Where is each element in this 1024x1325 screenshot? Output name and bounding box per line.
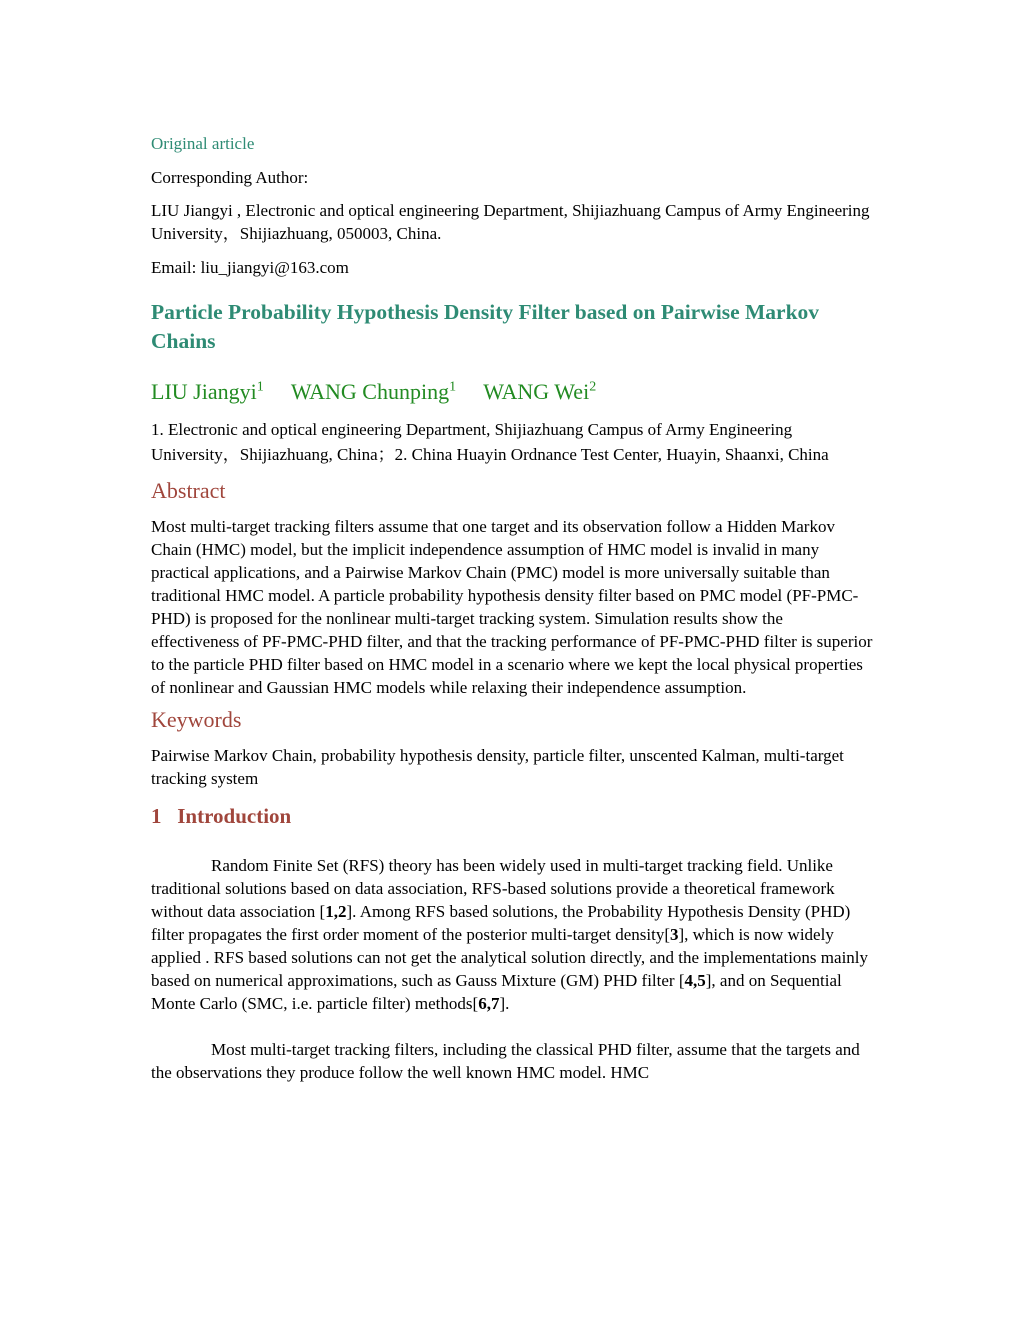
author-2-name: WANG Chunping xyxy=(290,379,450,405)
abstract-text: Most multi-target tracking filters assume that one target and its observation follow a Hidden Markov Chain (HMC) model, but the implicit independence assumption of HMC model is invalid in many practical applications, and a Pairwise Markov Chain (PMC) model is more universally suitable than traditional HMC model. A particle probability hypothesis density filter based on PMC model (PF-PMC-PHD) is proposed for the nonlinear multi-target tracking system. Simulation results show the effectiveness of PF-PMC-PHD filter, and that the tracking performance of PF-PMC-PHD filter is superior to the particle PHD filter based on HMC model in a scenario where we kept the local physical properties of nonlinear and Gaussian HMC models while relaxing their independence assumption. xyxy=(151,517,873,698)
corresponding-author-label: Corresponding Author: xyxy=(151,168,309,187)
corresponding-email: Email: liu_jiangyi@163.com xyxy=(151,258,349,277)
author-1 xyxy=(151,379,264,404)
introduction-paragraph-2: Most multi-target tracking filters, including the classical PHD filter, assume that the targets and the observations they produce follow the well known HMC model. HMC xyxy=(151,1040,860,1083)
author-3 xyxy=(483,379,596,404)
introduction-paragraph-1: Random Finite Set (RFS) theory has been widely used in multi-target tracking field. Unlike traditional solutions based on data association, RFS-based solutions provide a theoretical framework without data association [1,2]. Among RFS based solutions, the Probability Hypothesis Density (PHD) filter propagates the first order moment of the posterior multi-target density[3], which is now widely applied . RFS based solutions can not get the analytical solution directly, and the implementations mainly based on numerical approximations, such as Gauss Mixture (GM) PHD filter [4,5], and on Sequential Monte Carlo (SMC, i.e. particle filter) methods[6,7]. xyxy=(151,856,869,1014)
abstract-heading: Abstract xyxy=(151,478,226,504)
introduction-heading: 1 Introduction xyxy=(151,804,292,829)
article-type-label: Original article xyxy=(151,134,255,153)
affiliation-text: 1. Electronic and optical engineering Department, Shijiazhuang Campus of Army Engineering University，Shijiazhuang, China；2. China Huayin Ordnance Test Center, Huayin, Shaanxi, China xyxy=(151,420,829,464)
authors-line xyxy=(151,373,873,407)
corresponding-author-text: LIU Jiangyi , Electronic and optical engineering Department, Shijiazhuang Campus of Army Engineering University，Shijiazhuang, 050003, China. xyxy=(151,201,870,243)
author-1-affiliation-mark: 1 xyxy=(256,380,264,395)
keywords-text: Pairwise Markov Chain, probability hypothesis density, particle filter, unscented Kalman, multi-target tracking system xyxy=(151,746,844,789)
author-2-affiliation-mark: 1 xyxy=(449,380,457,395)
author-1-name: LIU Jiangyi xyxy=(151,379,257,405)
keywords-heading: Keywords xyxy=(151,707,242,733)
paper-title: Particle Probability Hypothesis Density Filter based on Pairwise Markov Chains xyxy=(151,300,820,353)
author-2 xyxy=(291,379,456,404)
author-3-name: WANG Wei xyxy=(483,379,590,405)
author-3-affiliation-mark: 2 xyxy=(589,380,597,395)
